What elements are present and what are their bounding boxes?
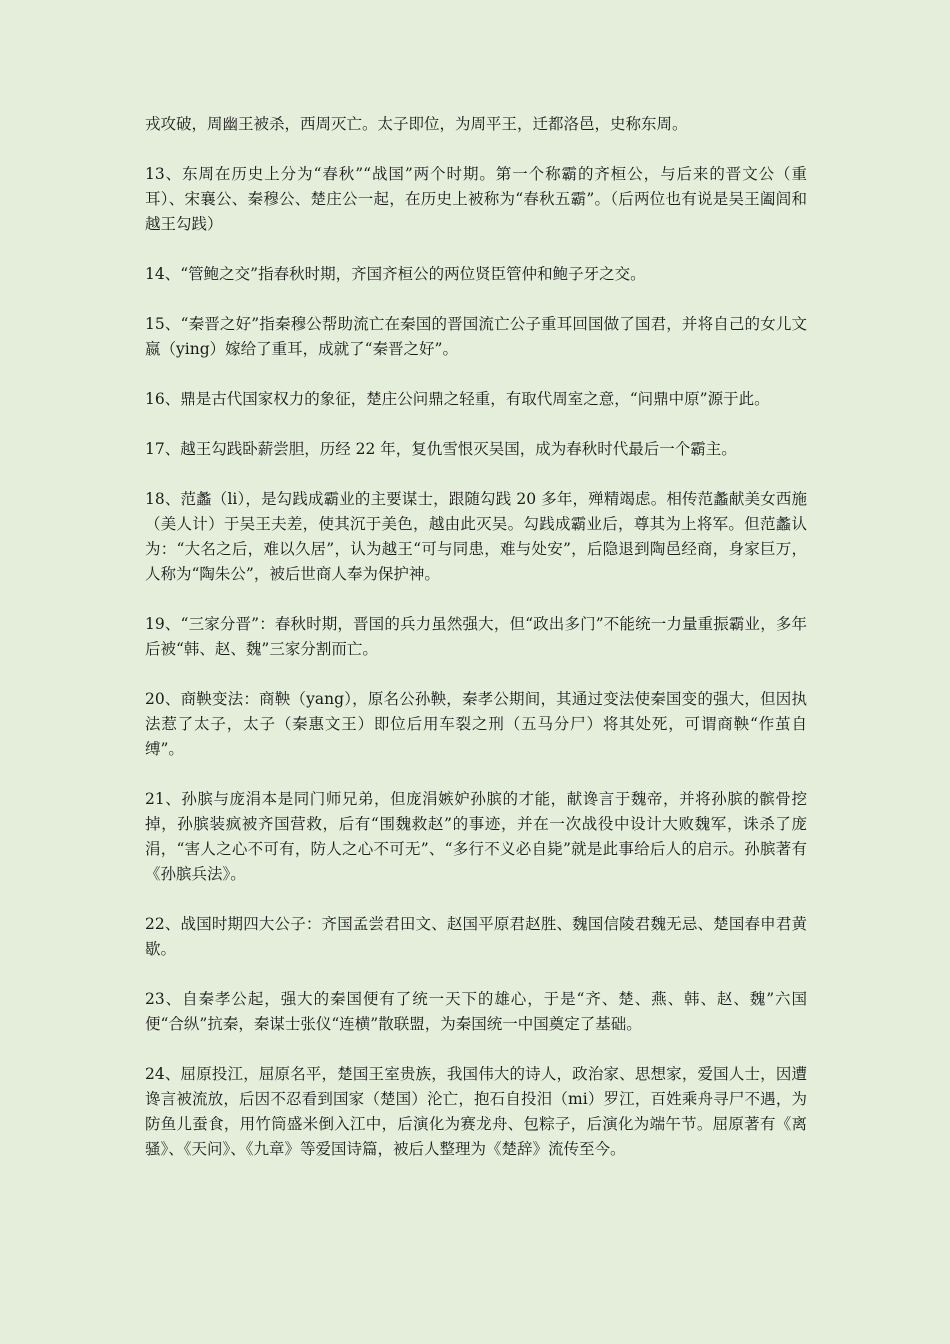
document-page <box>145 112 807 1162</box>
paragraph-17: 17、越王勾践卧薪尝胆，历经 22 年，复仇雪恨灭吴国，成为春秋时代最后一个霸主。 <box>145 440 737 458</box>
paragraph-14: 14、“管鲍之交”指春秋时期，齐国齐桓公的两位贤臣管仲和鲍子牙之交。 <box>145 265 646 283</box>
paragraph-21: 21、孙膑与庞涓本是同门师兄弟，但庞涓嫉妒孙膑的才能，献谗言于魏帝，并将孙膑的髌骨挖掉，孙膑装疯被齐国营救，后有“围魏救赵”的事迹，并在一次战役中设计大败魏军，诛杀了庞涓，“害人之心不可有，防人之心不可无”、“多行不义必自毙”就是此事给后人的启示。孙膑著有《孙膑兵法》。 <box>145 790 807 883</box>
paragraph-23: 23、自秦孝公起，强大的秦国便有了统一天下的雄心，于是“齐、楚、燕、韩、赵、魏”六国便“合纵”抗秦，秦谋士张仪“连横”散联盟，为秦国统一中国奠定了基础。 <box>145 990 807 1033</box>
paragraph-24: 24、屈原投江，屈原名平，楚国王室贵族，我国伟大的诗人，政治家、思想家，爱国人士，因遭谗言被流放，后因不忍看到国家（楚国）沦亡，抱石自投汨（mi）罗江，百姓乘舟寻尸不遇，为防鱼儿蚕食，用竹筒盛米倒入江中，后演化为赛龙舟、包粽子，后演化为端午节。屈原著有《离骚》、《天问》、《九章》等爱国诗篇，被后人整理为《楚辞》流传至今。 <box>145 1065 807 1158</box>
paragraph-15: 15、“秦晋之好”指秦穆公帮助流亡在秦国的晋国流亡公子重耳回国做了国君，并将自己的女儿文嬴（ying）嫁给了重耳，成就了“秦晋之好”。 <box>145 315 807 358</box>
paragraph-18: 18、范蠡（li），是勾践成霸业的主要谋士，跟随勾践 20 多年，殚精竭虑。相传范蠡献美女西施（美人计）于吴王夫差，使其沉于美色，越由此灭吴。勾践成霸业后，尊其为上将军。但范蠡认为：“大名之后，难以久居”，认为越王“可与同患，难与处安”，后隐退到陶邑经商，身家巨万，人称为“陶朱公”，被后世商人奉为保护神。 <box>145 490 807 583</box>
paragraph-16: 16、鼎是古代国家权力的象征，楚庄公问鼎之轻重，有取代周室之意，“问鼎中原”源于此。 <box>145 390 770 408</box>
paragraph-20: 20、商鞅变法：商鞅（yang），原名公孙鞅，秦孝公期间，其通过变法使秦国变的强大，但因执法惹了太子，太子（秦惠文王）即位后用车裂之刑（五马分尸）将其处死，可谓商鞅“作茧自缚”。 <box>145 690 807 758</box>
paragraph-19: 19、“三家分晋”：春秋时期，晋国的兵力虽然强大，但“政出多门”不能统一力量重振霸业，多年后被“韩、赵、魏”三家分割而亡。 <box>145 615 807 658</box>
paragraph-13: 13、东周在历史上分为“春秋”“战国”两个时期。第一个称霸的齐桓公，与后来的晋文公（重耳）、宋襄公、秦穆公、楚庄公一起，在历史上被称为“春秋五霸”。（后两位也有说是吴王阖闾和越王勾践） <box>145 165 807 233</box>
paragraph-22: 22、战国时期四大公子：齐国孟尝君田文、赵国平原君赵胜、魏国信陵君魏无忌、楚国春申君黄歇。 <box>145 915 807 958</box>
paragraph-intro: 戎攻破，周幽王被杀，西周灭亡。太子即位，为周平王，迁都洛邑，史称东周。 <box>145 115 688 133</box>
